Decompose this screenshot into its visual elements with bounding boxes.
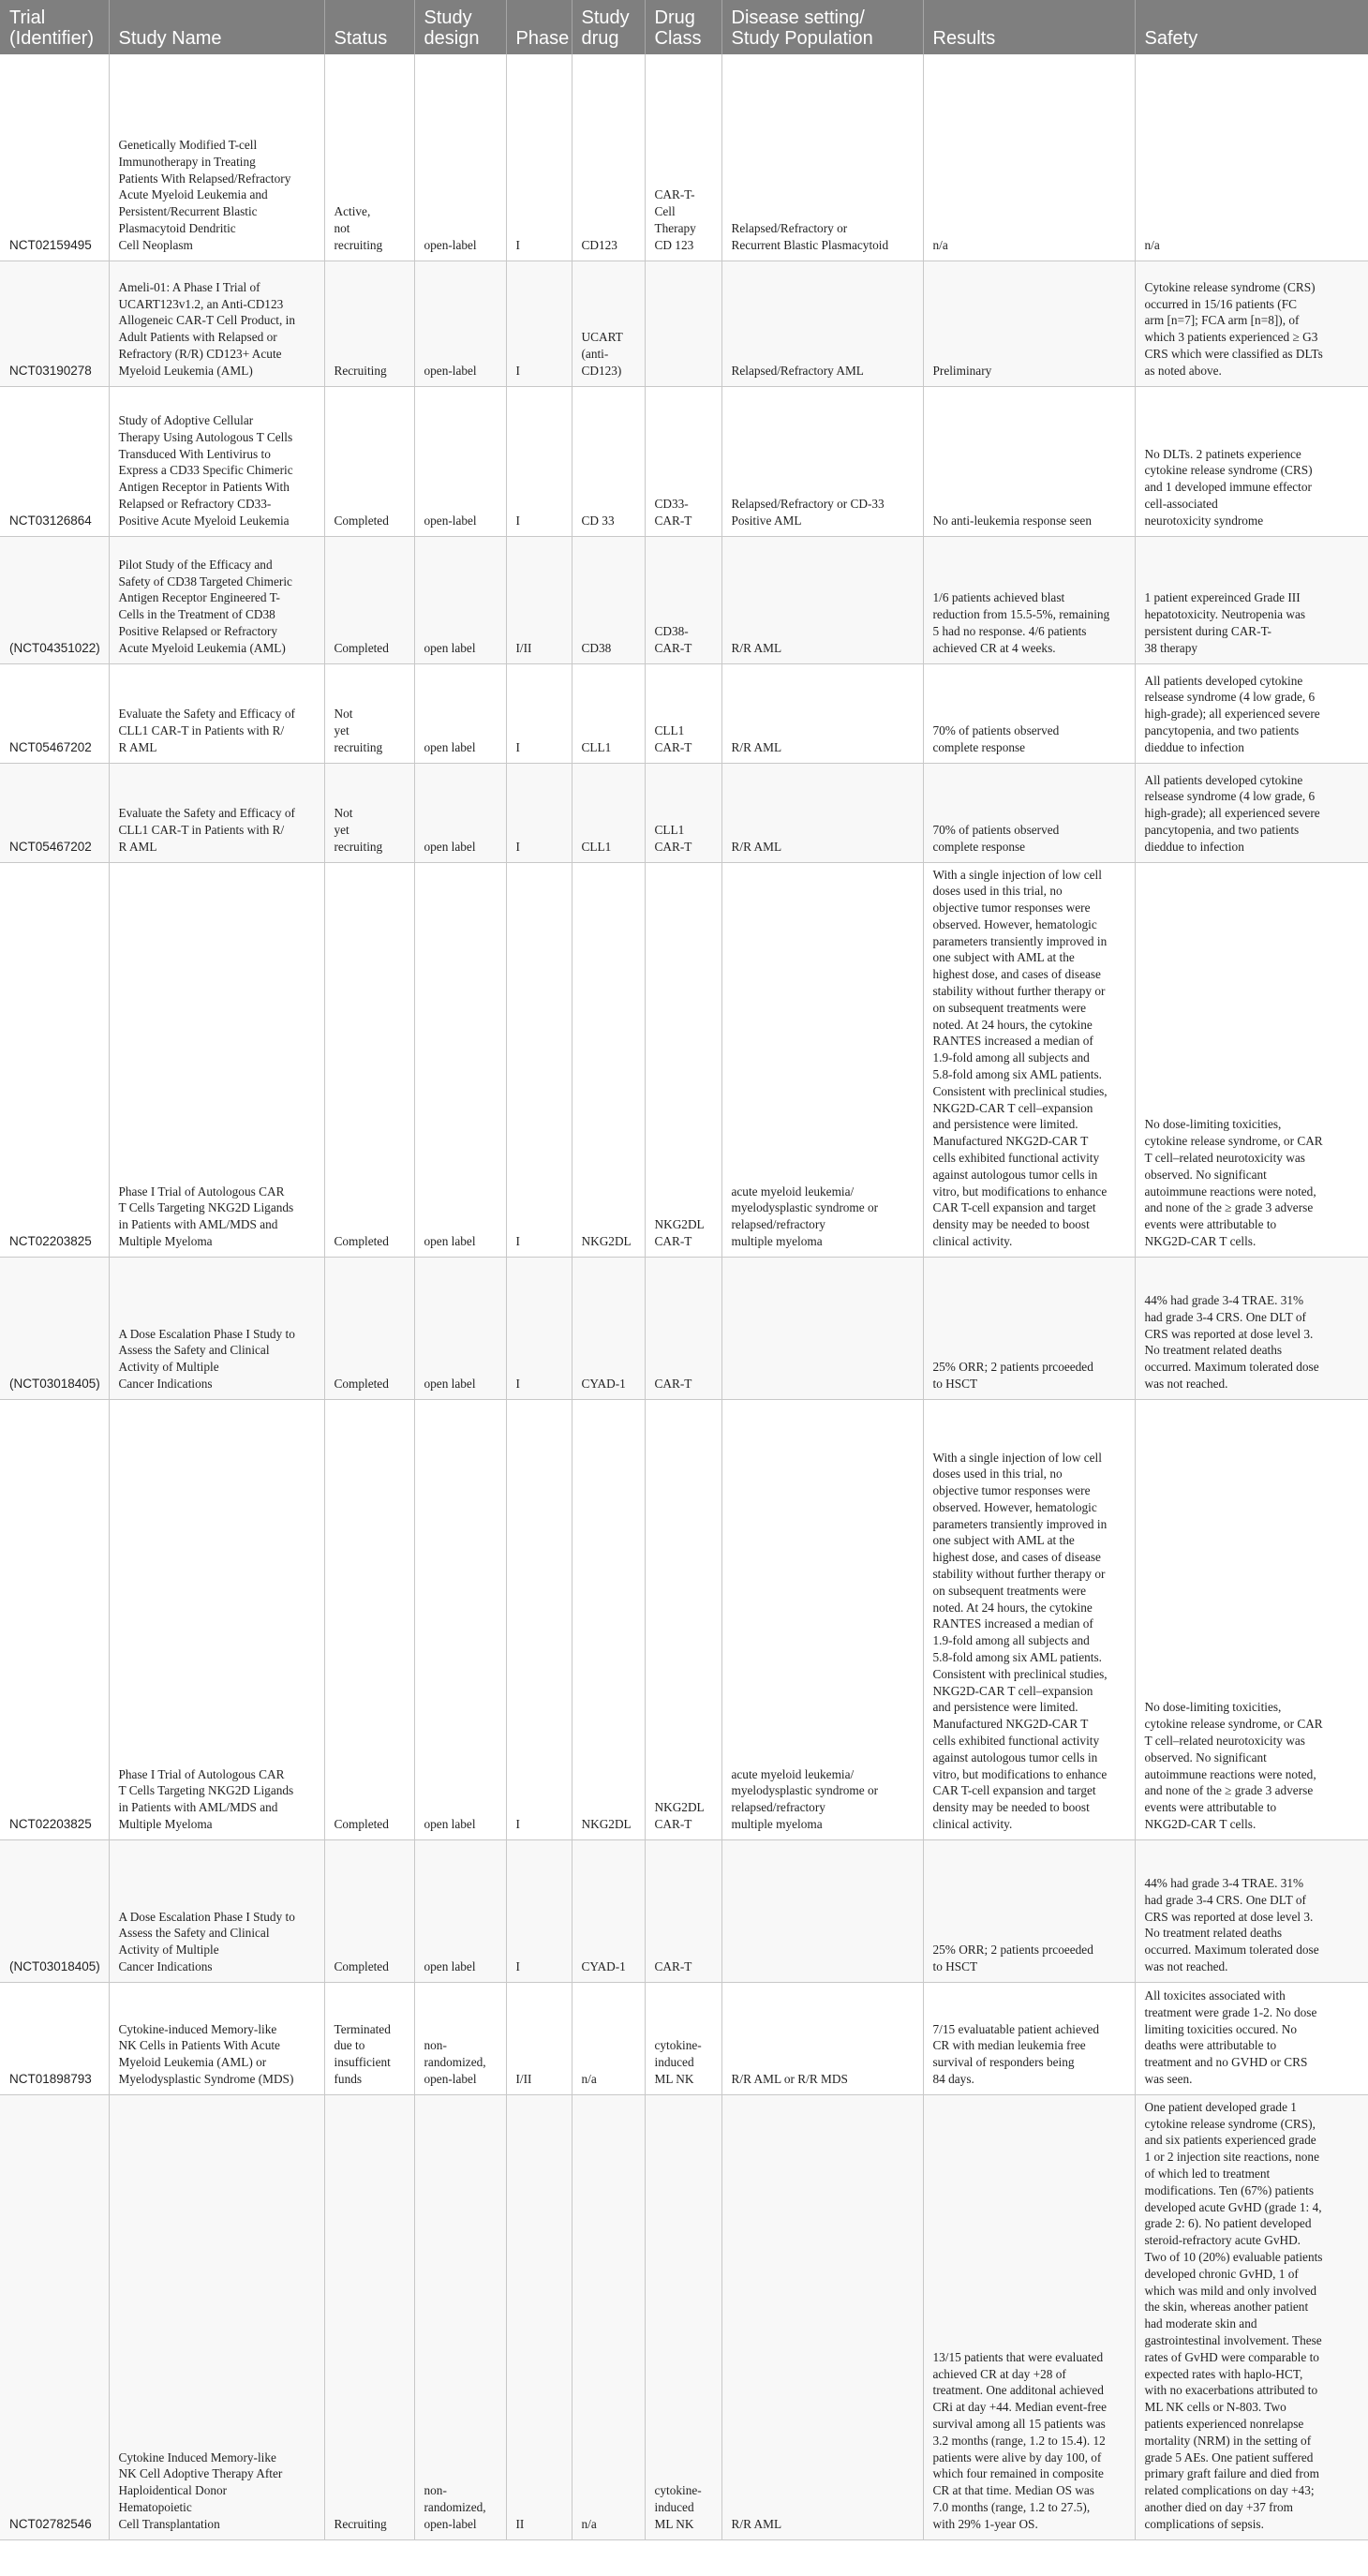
- header-row: [0, 0, 1368, 54]
- cell-disease-setting: R/R AML or R/R MDS: [721, 1982, 923, 2094]
- cell-phase: I: [506, 862, 572, 1257]
- cell-study-design: open label: [414, 862, 506, 1257]
- cell-drug-class: [645, 261, 721, 386]
- column-header-drug-class: Drug Class: [645, 0, 721, 54]
- cell-study-drug: CYAD-1: [572, 1839, 645, 1982]
- cell-study-name: Pilot Study of the Efficacy and Safety of CD38 Targeted Chimeric Antigen Receptor Engineered T- Cells in the Treatment of CD38 Positive Relapsed or Refractory Acute Myeloid Leukemia (AML): [109, 536, 324, 663]
- cell-study-design: open label: [414, 1399, 506, 1839]
- cell-study-drug: CD123: [572, 54, 645, 261]
- cell-disease-setting: acute myeloid leukemia/ myelodysplastic syndrome or relapsed/refractory multiple myeloma: [721, 862, 923, 1257]
- cell-results: 70% of patients observed complete response: [923, 763, 1135, 862]
- cell-phase: I: [506, 386, 572, 536]
- column-header-results: Results: [923, 0, 1135, 54]
- cell-study-design: open label: [414, 1839, 506, 1982]
- cell-results: 70% of patients observed complete response: [923, 663, 1135, 763]
- table-row: [0, 1257, 1368, 1399]
- cell-phase: I: [506, 763, 572, 862]
- cell-safety: All patients developed cytokine relsease syndrome (4 low grade, 6 high-grade); all experienced severe pancytopenia, and two patients dieddue to infection: [1135, 663, 1368, 763]
- table-body: [0, 54, 1368, 2539]
- table-row: [0, 536, 1368, 663]
- cell-study-name: A Dose Escalation Phase I Study to Assess the Safety and Clinical Activity of Multiple Cancer Indications: [109, 1257, 324, 1399]
- cell-safety: n/a: [1135, 54, 1368, 261]
- cell-study-design: open label: [414, 536, 506, 663]
- cell-drug-class: CAR-T: [645, 1257, 721, 1399]
- cell-phase: II: [506, 2094, 572, 2539]
- cell-disease-setting: [721, 1839, 923, 1982]
- cell-phase: I/II: [506, 536, 572, 663]
- cell-safety: All patients developed cytokine relsease syndrome (4 low grade, 6 high-grade); all experienced severe pancytopenia, and two patients dieddue to infection: [1135, 763, 1368, 862]
- cell-phase: I: [506, 1257, 572, 1399]
- cell-study-name: Cytokine-induced Memory-like NK Cells in Patients With Acute Myeloid Leukemia (AML) or Myelodysplastic Syndrome (MDS): [109, 1982, 324, 2094]
- table-row: [0, 2094, 1368, 2539]
- column-header-study-drug: Study drug: [572, 0, 645, 54]
- cell-trial-identifier: NCT03126864: [0, 386, 109, 536]
- cell-safety: No dose-limiting toxicities, cytokine release syndrome, or CAR T cell–related neurotoxicity was observed. No significant autoimmune reactions were noted, and none of the ≥ grade 3 adverse events were attributable to NKG2D-CAR T cells.: [1135, 862, 1368, 1257]
- table-row: [0, 1839, 1368, 1982]
- cell-trial-identifier: NCT01898793: [0, 1982, 109, 2094]
- cell-drug-class: NKG2DL CAR-T: [645, 1399, 721, 1839]
- cell-safety: No dose-limiting toxicities, cytokine release syndrome, or CAR T cell–related neurotoxicity was observed. No significant autoimmune reactions were noted, and none of the ≥ grade 3 adverse events were attributable to NKG2D-CAR T cells.: [1135, 1399, 1368, 1839]
- cell-results: Preliminary: [923, 261, 1135, 386]
- cell-safety: All toxicites associated with treatment were grade 1-2. No dose limiting toxicities occured. No deaths were attributable to treatment and no GVHD or CRS was seen.: [1135, 1982, 1368, 2094]
- cell-results: With a single injection of low cell doses used in this trial, no objective tumor responses were observed. However, hematologic parameters transiently improved in one subject with AML at the highest dose, and cases of disease stability without further therapy or on subsequent treatments were noted. At 24 hours, the cytokine RANTES increased a median of 1.9-fold among all subjects and 5.8-fold among six AML patients. Consistent with preclinical studies, NKG2D-CAR T cell–expansion and persistence were limited. Manufactured NKG2D-CAR T cells exhibited functional activity against autologous tumor cells in vitro, but modifications to enhance CAR T-cell expansion and target density may be needed to boost clinical activity.: [923, 1399, 1135, 1839]
- cell-phase: I: [506, 1399, 572, 1839]
- cell-trial-identifier: NCT02203825: [0, 1399, 109, 1839]
- cell-results: n/a: [923, 54, 1135, 261]
- cell-study-name: Ameli-01: A Phase I Trial of UCART123v1.2, an Anti-CD123 Allogeneic CAR-T Cell Product, in Adult Patients with Relapsed or Refractory (R/R) CD123+ Acute Myeloid Leukemia (AML): [109, 261, 324, 386]
- column-header-study-design: Study design: [414, 0, 506, 54]
- cell-study-name: Evaluate the Safety and Efficacy of CLL1 CAR-T in Patients with R/ R AML: [109, 763, 324, 862]
- column-header-status: Status: [324, 0, 414, 54]
- cell-status: Completed: [324, 1257, 414, 1399]
- cell-study-drug: CD38: [572, 536, 645, 663]
- cell-disease-setting: acute myeloid leukemia/ myelodysplastic syndrome or relapsed/refractory multiple myeloma: [721, 1399, 923, 1839]
- cell-study-drug: CYAD-1: [572, 1257, 645, 1399]
- cell-trial-identifier: (NCT03018405): [0, 1257, 109, 1399]
- cell-study-design: open label: [414, 663, 506, 763]
- cell-disease-setting: R/R AML: [721, 663, 923, 763]
- cell-status: Active, not recruiting: [324, 54, 414, 261]
- cell-phase: I: [506, 1839, 572, 1982]
- cell-study-name: Study of Adoptive Cellular Therapy Using Autologous T Cells Transduced With Lentivirus to Express a CD33 Specific Chimeric Antigen Receptor in Patients With Relapsed or Refractory CD33- Positive Acute Myeloid Leukemia: [109, 386, 324, 536]
- cell-study-name: Phase I Trial of Autologous CAR T Cells Targeting NKG2D Ligands in Patients with AML/MDS and Multiple Myeloma: [109, 1399, 324, 1839]
- cell-study-name: Evaluate the Safety and Efficacy of CLL1 CAR-T in Patients with R/ R AML: [109, 663, 324, 763]
- cell-disease-setting: R/R AML: [721, 763, 923, 862]
- cell-results: 7/15 evaluatable patient achieved CR with median leukemia free survival of responders being 84 days.: [923, 1982, 1135, 2094]
- table-row: [0, 862, 1368, 1257]
- cell-status: Completed: [324, 1399, 414, 1839]
- column-header-phase: Phase: [506, 0, 572, 54]
- cell-status: Recruiting: [324, 261, 414, 386]
- cell-drug-class: cytokine- induced ML NK: [645, 1982, 721, 2094]
- cell-study-design: open-label: [414, 261, 506, 386]
- cell-results: 1/6 patients achieved blast reduction from 15.5-5%, remaining 5 had no response. 4/6 patients achieved CR at 4 weeks.: [923, 536, 1135, 663]
- cell-study-name: Phase I Trial of Autologous CAR T Cells Targeting NKG2D Ligands in Patients with AML/MDS and Multiple Myeloma: [109, 862, 324, 1257]
- cell-status: Not yet recruiting: [324, 763, 414, 862]
- cell-status: Completed: [324, 1839, 414, 1982]
- table-row: [0, 663, 1368, 763]
- cell-results: 25% ORR; 2 patients prcoeeded to HSCT: [923, 1257, 1135, 1399]
- cell-study-drug: CLL1: [572, 763, 645, 862]
- cell-trial-identifier: (NCT04351022): [0, 536, 109, 663]
- cell-phase: I: [506, 663, 572, 763]
- column-header-study-name: Study Name: [109, 0, 324, 54]
- cell-trial-identifier: (NCT03018405): [0, 1839, 109, 1982]
- column-header-trial-identifier: Trial (Identifier): [0, 0, 109, 54]
- cell-study-name: Genetically Modified T-cell Immunotherapy in Treating Patients With Relapsed/Refractory Acute Myeloid Leukemia and Persistent/Recurrent Blastic Plasmacytoid Dendritic Cell Neoplasm: [109, 54, 324, 261]
- table-row: [0, 261, 1368, 386]
- cell-study-design: open label: [414, 1257, 506, 1399]
- cell-drug-class: CAR-T- Cell Therapy CD 123: [645, 54, 721, 261]
- cell-disease-setting: Relapsed/Refractory or Recurrent Blastic Plasmacytoid: [721, 54, 923, 261]
- cell-drug-class: CD33- CAR-T: [645, 386, 721, 536]
- cell-study-drug: n/a: [572, 2094, 645, 2539]
- cell-disease-setting: [721, 1257, 923, 1399]
- column-header-disease-setting: Disease setting/ Study Population: [721, 0, 923, 54]
- cell-phase: I: [506, 54, 572, 261]
- cell-results: No anti-leukemia response seen: [923, 386, 1135, 536]
- cell-status: Completed: [324, 862, 414, 1257]
- table-row: [0, 763, 1368, 862]
- cell-study-drug: CD 33: [572, 386, 645, 536]
- cell-trial-identifier: NCT05467202: [0, 763, 109, 862]
- cell-disease-setting: R/R AML: [721, 536, 923, 663]
- cell-safety: 44% had grade 3-4 TRAE. 31% had grade 3-4 CRS. One DLT of CRS was reported at dose level 3. No treatment related deaths occurred. Maximum tolerated dose was not reached.: [1135, 1257, 1368, 1399]
- cell-study-design: open-label: [414, 386, 506, 536]
- cell-study-design: open-label: [414, 54, 506, 261]
- cell-safety: Cytokine release syndrome (CRS) occurred in 15/16 patients (FC arm [n=7]; FCA arm [n=8]), of which 3 patients experienced ≥ G3 CRS which were classified as DLTs as noted above.: [1135, 261, 1368, 386]
- cell-drug-class: CLL1 CAR-T: [645, 763, 721, 862]
- cell-phase: I: [506, 261, 572, 386]
- cell-status: Completed: [324, 386, 414, 536]
- cell-safety: 1 patient expereinced Grade III hepatotoxicity. Neutropenia was persistent during CAR-T- 38 therapy: [1135, 536, 1368, 663]
- cell-study-name: Cytokine Induced Memory-like NK Cell Adoptive Therapy After Haploidentical Donor Hematopoietic Cell Transplantation: [109, 2094, 324, 2539]
- cell-status: Terminated due to insufficient funds: [324, 1982, 414, 2094]
- table-header: [0, 0, 1368, 54]
- cell-disease-setting: R/R AML: [721, 2094, 923, 2539]
- cell-drug-class: cytokine- induced ML NK: [645, 2094, 721, 2539]
- cell-safety: One patient developed grade 1 cytokine release syndrome (CRS), and six patients experienced grade 1 or 2 injection site reactions, none of which led to treatment modifications. Ten (67%) patients developed acute GvHD (grade 1: 4, grade 2: 6). No patient developed steroid-refractory acute GvHD. Two of 10 (20%) evaluable patients developed chronic GvHD, 1 of which was mild and only involved the skin, whereas another patient had moderate skin and gastrointestinal involvement. These rates of GvHD were comparable to expected rates with haplo-HCT, with no exacerbations attributed to ML NK cells or N-803. Two patients experienced nonrelapse mortality (NRM) in the setting of grade 5 AEs. One patient suffered primary graft failure and died from related complications on day +43; another died on day +37 from complications of sepsis.: [1135, 2094, 1368, 2539]
- cell-study-name: A Dose Escalation Phase I Study to Assess the Safety and Clinical Activity of Multiple Cancer Indications: [109, 1839, 324, 1982]
- cell-study-design: open label: [414, 763, 506, 862]
- cell-study-drug: n/a: [572, 1982, 645, 2094]
- cell-status: Not yet recruiting: [324, 663, 414, 763]
- cell-safety: No DLTs. 2 patinets experience cytokine release syndrome (CRS) and 1 developed immune effector cell-associated neurotoxicity syndrome: [1135, 386, 1368, 536]
- table-row: [0, 1399, 1368, 1839]
- cell-drug-class: NKG2DL CAR-T: [645, 862, 721, 1257]
- cell-disease-setting: Relapsed/Refractory or CD-33 Positive AML: [721, 386, 923, 536]
- cell-study-drug: UCART (anti- CD123): [572, 261, 645, 386]
- cell-study-drug: NKG2DL: [572, 862, 645, 1257]
- cell-status: Completed: [324, 536, 414, 663]
- cell-trial-identifier: NCT02203825: [0, 862, 109, 1257]
- cell-results: With a single injection of low cell doses used in this trial, no objective tumor responses were observed. However, hematologic parameters transiently improved in one subject with AML at the highest dose, and cases of disease stability without further therapy or on subsequent treatments were noted. At 24 hours, the cytokine RANTES increased a median of 1.9-fold among all subjects and 5.8-fold among six AML patients. Consistent with preclinical studies, NKG2D-CAR T cell–expansion and persistence were limited. Manufactured NKG2D-CAR T cells exhibited functional activity against autologous tumor cells in vitro, but modifications to enhance CAR T-cell expansion and target density may be needed to boost clinical activity.: [923, 862, 1135, 1257]
- cell-study-drug: NKG2DL: [572, 1399, 645, 1839]
- table-row: [0, 386, 1368, 536]
- cell-drug-class: CAR-T: [645, 1839, 721, 1982]
- cell-results: 25% ORR; 2 patients prcoeeded to HSCT: [923, 1839, 1135, 1982]
- cell-phase: I/II: [506, 1982, 572, 2094]
- cell-trial-identifier: NCT05467202: [0, 663, 109, 763]
- cell-study-design: non- randomized, open-label: [414, 2094, 506, 2539]
- table-row: [0, 1982, 1368, 2094]
- cell-drug-class: CLL1 CAR-T: [645, 663, 721, 763]
- cell-trial-identifier: NCT02159495: [0, 54, 109, 261]
- cell-trial-identifier: NCT02782546: [0, 2094, 109, 2539]
- table-row: [0, 54, 1368, 261]
- cell-safety: 44% had grade 3-4 TRAE. 31% had grade 3-4 CRS. One DLT of CRS was reported at dose level 3. No treatment related deaths occurred. Maximum tolerated dose was not reached.: [1135, 1839, 1368, 1982]
- cell-drug-class: CD38- CAR-T: [645, 536, 721, 663]
- cell-disease-setting: Relapsed/Refractory AML: [721, 261, 923, 386]
- cell-trial-identifier: NCT03190278: [0, 261, 109, 386]
- cell-study-design: non- randomized, open-label: [414, 1982, 506, 2094]
- cell-status: Recruiting: [324, 2094, 414, 2539]
- column-header-safety: Safety: [1135, 0, 1368, 54]
- cell-results: 13/15 patients that were evaluated achieved CR at day +28 of treatment. One additonal achieved CRi at day +44. Median event-free survival among all 15 patients was 3.2 months (range, 1.2 to 15.4). 12 patients were alive by day 100, of which four remained in composite CR at that time. Median OS was 7.0 months (range, 1.2 to 27.5), with 29% 1-year OS.: [923, 2094, 1135, 2539]
- cell-study-drug: CLL1: [572, 663, 645, 763]
